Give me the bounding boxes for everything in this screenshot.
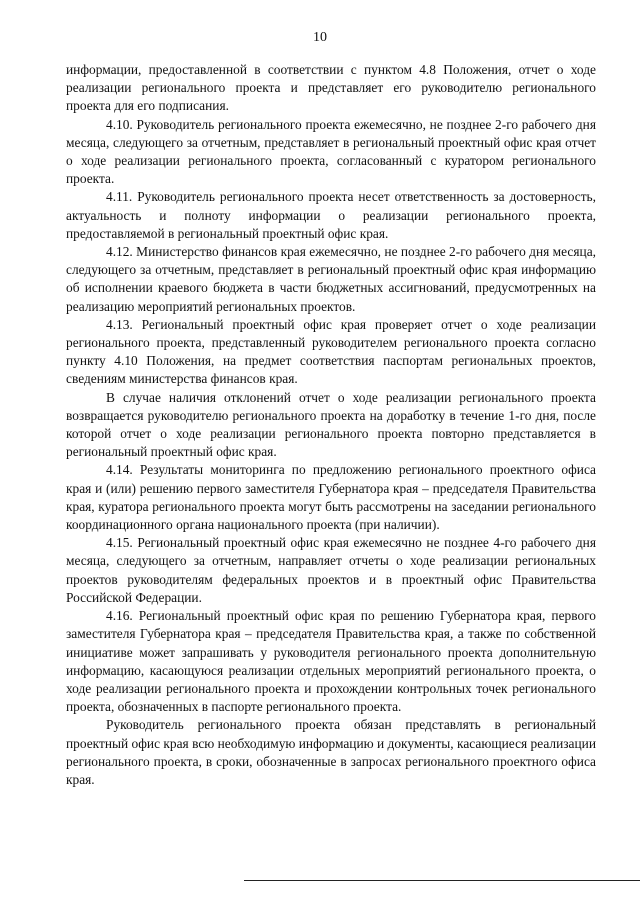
paragraph-4-10: 4.10. Руководитель регионального проекта ежемесячно, не позднее 2-го рабочего дня месяца, следующего за отчетным, представляет в региональный проектный офис края отчет о ходе реализации регионального проекта, согласованный с куратором регионального проекта. (66, 116, 596, 187)
paragraph-4-12: 4.12. Министерство финансов края ежемесячно, не позднее 2-го рабочего дня месяца, следующего за отчетным, представляет в региональный проектный офис края информацию об исполнении краевого бюджета в части бюджетных ассигнований, предусмотренных на реализацию мероприятий региональных проектов. (66, 244, 596, 314)
paragraph-4-16-obligation: Руководитель регионального проекта обязан представлять в региональный проектный офис края всю необходимую информацию и документы, касающиеся реализации регионального проекта, в сроки, обозначенные в запросах регионального проектного офиса края. (66, 717, 596, 787)
paragraph-4-15: 4.15. Региональный проектный офис края ежемесячно не позднее 4-го рабочего дня месяца, следующего за отчетным, направляет отчеты о ходе реализации региональных проектов руководителям федеральных проектов и в проектный офис Правительства Российской Федерации. (66, 535, 596, 605)
paragraph-4-16: 4.16. Региональный проектный офис края по решению Губернатора края, первого заместителя Губернатора края – председателя Правительства края, а также по собственной инициативе может запрашивать у руководителя регионального проекта дополнительную информацию, касающуюся реализации отдельных мероприятий регионального проекта, о ходе реализации регионального проекта и прохождении контрольных точек регионального проекта, обозначенных в паспорте регионального проекта. (66, 608, 596, 715)
paragraph-4-13: 4.13. Региональный проектный офис края проверяет отчет о ходе реализации регионального проекта, представленный руководителем регионального проекта согласно пункту 4.10 Положения, на предмет соответствия паспортам региональных проектов, сведениям министерства финансов края. (66, 316, 596, 387)
page-number: 10 (313, 30, 327, 45)
footer-rule (244, 880, 640, 881)
document-body (66, 61, 596, 789)
paragraph-4-8-continuation: информации, предоставленной в соответствии с пунктом 4.8 Положения, отчет о ходе реализации регионального проекта и представляет его руководителю регионального проекта для его подписания. (66, 62, 596, 114)
paragraph-4-13-deviation: В случае наличия отклонений отчет о ходе реализации регионального проекта возвращается руководителю регионального проекта на доработку в течение 1-го дня, после которой отчет о ходе реализации регионального проекта повторно представляется в региональный проектный офис края. (66, 389, 596, 460)
paragraph-4-14: 4.14. Результаты мониторинга по предложению регионального проектного офиса края и (или) решению первого заместителя Губернатора края – председателя Правительства края, куратора регионального проекта могут быть рассмотрены на заседании регионального координационного органа национального проекта (при наличии). (66, 462, 596, 533)
paragraph-4-11: 4.11. Руководитель регионального проекта несет ответственность за достоверность, актуальность и полноту информации о реализации регионального проекта, предоставляемой в региональный проектный офис края. (66, 189, 596, 241)
